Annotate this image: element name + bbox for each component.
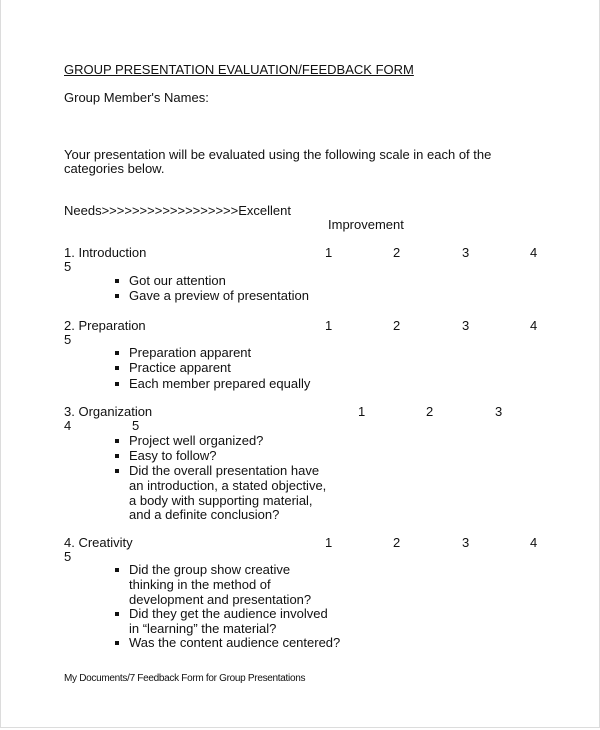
- score-1: 1: [325, 318, 333, 333]
- bullet-icon: [115, 382, 119, 386]
- bullet-text: Easy to follow?: [129, 448, 217, 463]
- bullet-text: Practice apparent: [129, 360, 231, 375]
- bullet-text: Each member prepared equally: [129, 376, 311, 391]
- bullet-icon: [115, 351, 119, 355]
- bullet-icon: [115, 454, 119, 458]
- score-5: 5: [64, 259, 72, 274]
- score-5: 5: [64, 549, 72, 564]
- bullet-text-continued: development and presentation?: [129, 592, 312, 607]
- bullet-text: Gave a preview of presentation: [129, 288, 309, 303]
- bullet-text-continued: thinking in the method of: [129, 577, 271, 592]
- score-4: 4: [530, 318, 538, 333]
- section-organization-label: 3. Organization: [64, 404, 153, 419]
- bullet-text: Did the overall presentation have: [129, 463, 320, 478]
- scale-label: Needs>>>>>>>>>>>>>>>>>>Excellent: [64, 203, 291, 218]
- score-2: 2: [393, 535, 401, 550]
- score-3: 3: [462, 245, 470, 260]
- bullet-icon: [115, 641, 119, 645]
- section-introduction-label: 1. Introduction: [64, 245, 147, 260]
- footer-path: My Documents/7 Feedback Form for Group Presentations: [64, 673, 306, 684]
- score-4: 4: [530, 245, 538, 260]
- bullet-icon: [115, 366, 119, 370]
- bullet-text-continued: an introduction, a stated objective,: [129, 478, 327, 493]
- form-title: GROUP PRESENTATION EVALUATION/FEEDBACK FORM: [64, 62, 414, 77]
- score-1: 1: [325, 245, 333, 260]
- bullet-icon: [115, 469, 119, 473]
- score-2: 2: [393, 318, 401, 333]
- bullet-text: Project well organized?: [129, 433, 264, 448]
- score-3: 3: [462, 535, 470, 550]
- bullet-icon: [115, 612, 119, 616]
- scale-label-improvement: Improvement: [328, 217, 404, 232]
- bullet-icon: [115, 279, 119, 283]
- bullet-icon: [115, 439, 119, 443]
- intro-text-line-2: categories below.: [64, 161, 165, 176]
- section-preparation-label: 2. Preparation: [64, 318, 146, 333]
- score-5: 5: [132, 418, 140, 433]
- bullet-text-continued: and a definite conclusion?: [129, 507, 280, 522]
- bullet-text: Got our attention: [129, 273, 226, 288]
- score-1: 1: [325, 535, 333, 550]
- bullet-text: Did they get the audience involved: [129, 606, 328, 621]
- intro-text-line-1: Your presentation will be evaluated using the following scale in each of the: [64, 147, 492, 162]
- score-4: 4: [530, 535, 538, 550]
- bullet-text-continued: in “learning” the material?: [129, 621, 277, 636]
- bullet-icon: [115, 294, 119, 298]
- bullet-text: Did the group show creative: [129, 562, 291, 577]
- score-1: 1: [358, 404, 366, 419]
- section-creativity-label: 4. Creativity: [64, 535, 133, 550]
- bullet-text-continued: a body with supporting material,: [129, 493, 313, 508]
- score-2: 2: [393, 245, 401, 260]
- score-4: 4: [64, 418, 72, 433]
- score-3: 3: [462, 318, 470, 333]
- group-members-label: Group Member's Names:: [64, 90, 209, 105]
- score-5: 5: [64, 332, 72, 347]
- bullet-text: Was the content audience centered?: [129, 635, 341, 650]
- score-3: 3: [495, 404, 503, 419]
- bullet-text: Preparation apparent: [129, 345, 252, 360]
- score-2: 2: [426, 404, 434, 419]
- bullet-icon: [115, 568, 119, 572]
